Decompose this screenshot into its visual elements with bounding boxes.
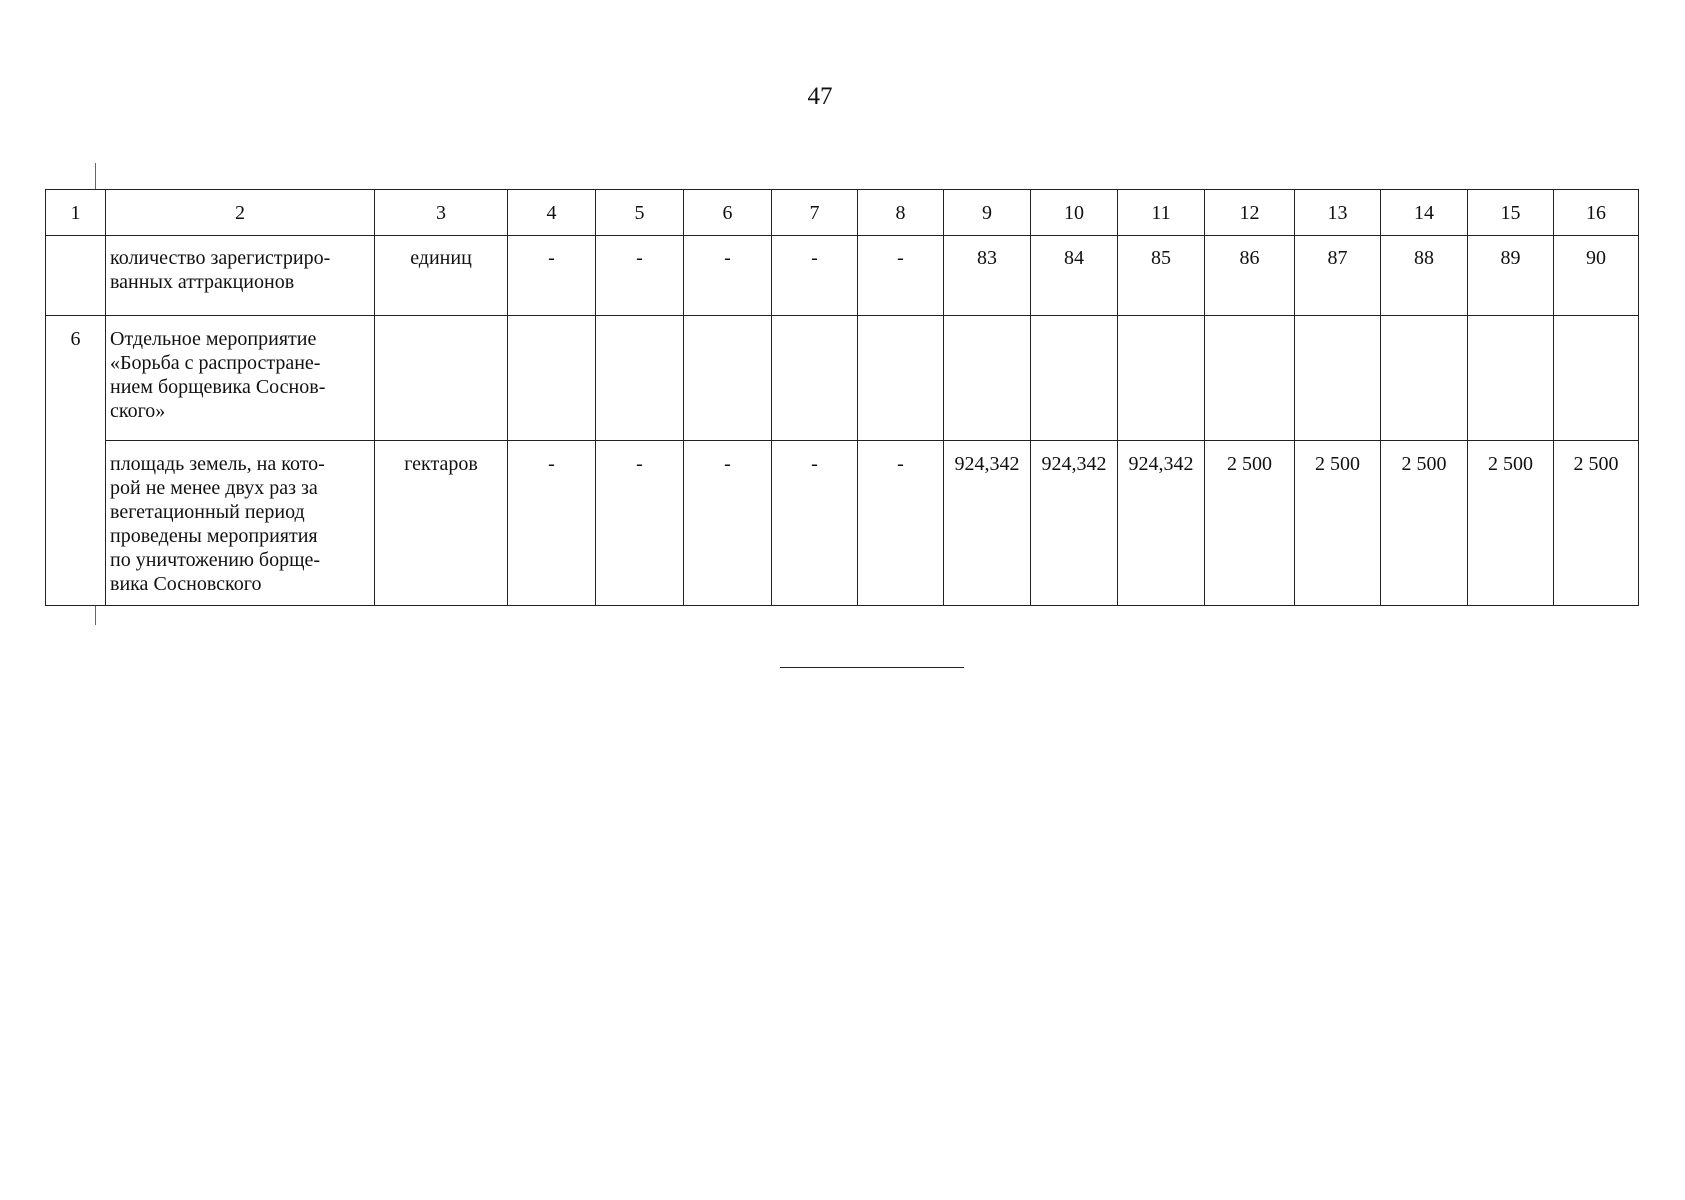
value-cell: - <box>772 236 858 316</box>
name-line: площадь земель, на кото- <box>110 453 325 475</box>
indicator-name <box>106 316 375 441</box>
value-cell <box>508 316 596 441</box>
value-cell <box>1118 316 1205 441</box>
name-line: нием борщевика Соснов- <box>110 376 326 398</box>
table-row-attractions <box>46 236 1639 316</box>
value-cell: 2 500 <box>1295 441 1381 606</box>
name-line: количество зарегистриро- <box>110 247 331 269</box>
value-cell: - <box>684 236 772 316</box>
indicator-table <box>45 189 1639 606</box>
column-header: 13 <box>1295 190 1381 236</box>
name-line: рой не менее двух раз за <box>110 477 318 499</box>
table-row-event <box>46 316 1639 441</box>
value-cell: - <box>858 441 944 606</box>
value-cell: - <box>508 441 596 606</box>
column-header: 8 <box>858 190 944 236</box>
name-line: вегетационный период <box>110 501 305 523</box>
name-line: вика Сосновского <box>110 573 262 595</box>
row-number <box>46 236 106 316</box>
name-line: по уничтожению борще- <box>110 549 321 571</box>
value-cell <box>1468 316 1554 441</box>
value-cell: 86 <box>1205 236 1295 316</box>
column-header: 5 <box>596 190 684 236</box>
column-header: 7 <box>772 190 858 236</box>
value-cell <box>1205 316 1295 441</box>
indicator-name <box>106 441 375 606</box>
value-cell <box>1031 316 1118 441</box>
column-header: 10 <box>1031 190 1118 236</box>
value-cell: 924,342 <box>1118 441 1205 606</box>
column-header: 15 <box>1468 190 1554 236</box>
value-cell: - <box>684 441 772 606</box>
page-number: 47 <box>807 83 833 110</box>
column-header: 4 <box>508 190 596 236</box>
value-cell: 2 500 <box>1205 441 1295 606</box>
value-cell: 83 <box>944 236 1031 316</box>
value-cell: - <box>596 441 684 606</box>
value-cell: 924,342 <box>1031 441 1118 606</box>
value-cell <box>684 316 772 441</box>
value-cell: - <box>772 441 858 606</box>
unit-cell <box>375 316 508 441</box>
indicator-name <box>106 236 375 316</box>
value-cell: 2 500 <box>1554 441 1639 606</box>
margin-mark-bottom <box>95 605 96 625</box>
name-line: «Борьба с распростране- <box>110 352 321 374</box>
value-cell: 88 <box>1381 236 1468 316</box>
value-cell: 84 <box>1031 236 1118 316</box>
column-header: 12 <box>1205 190 1295 236</box>
column-header: 14 <box>1381 190 1468 236</box>
column-header: 3 <box>375 190 508 236</box>
value-cell <box>1295 316 1381 441</box>
column-header: 2 <box>106 190 375 236</box>
value-cell <box>858 316 944 441</box>
name-line: Отдельное мероприятие <box>110 328 317 350</box>
unit-cell: гектаров <box>375 441 508 606</box>
value-cell: 924,342 <box>944 441 1031 606</box>
value-cell: 85 <box>1118 236 1205 316</box>
value-cell: 89 <box>1468 236 1554 316</box>
column-header: 11 <box>1118 190 1205 236</box>
value-cell: 87 <box>1295 236 1381 316</box>
footnote-divider <box>780 667 964 668</box>
margin-mark-top <box>95 163 96 189</box>
value-cell <box>1381 316 1468 441</box>
column-header: 6 <box>684 190 772 236</box>
value-cell: 2 500 <box>1468 441 1554 606</box>
table-row-area <box>46 441 1639 606</box>
value-cell <box>1554 316 1639 441</box>
column-header: 16 <box>1554 190 1639 236</box>
unit-cell: единиц <box>375 236 508 316</box>
column-header: 9 <box>944 190 1031 236</box>
table-header-row <box>46 190 1639 236</box>
value-cell: - <box>508 236 596 316</box>
value-cell <box>772 316 858 441</box>
value-cell: - <box>858 236 944 316</box>
value-cell: 90 <box>1554 236 1639 316</box>
value-cell: 2 500 <box>1381 441 1468 606</box>
value-cell: - <box>596 236 684 316</box>
value-cell <box>596 316 684 441</box>
name-line: ванных аттракционов <box>110 271 295 293</box>
column-header: 1 <box>46 190 106 236</box>
value-cell <box>944 316 1031 441</box>
row-number: 6 <box>46 316 106 606</box>
name-line: проведены мероприятия <box>110 525 318 547</box>
name-line: ского» <box>110 400 166 422</box>
